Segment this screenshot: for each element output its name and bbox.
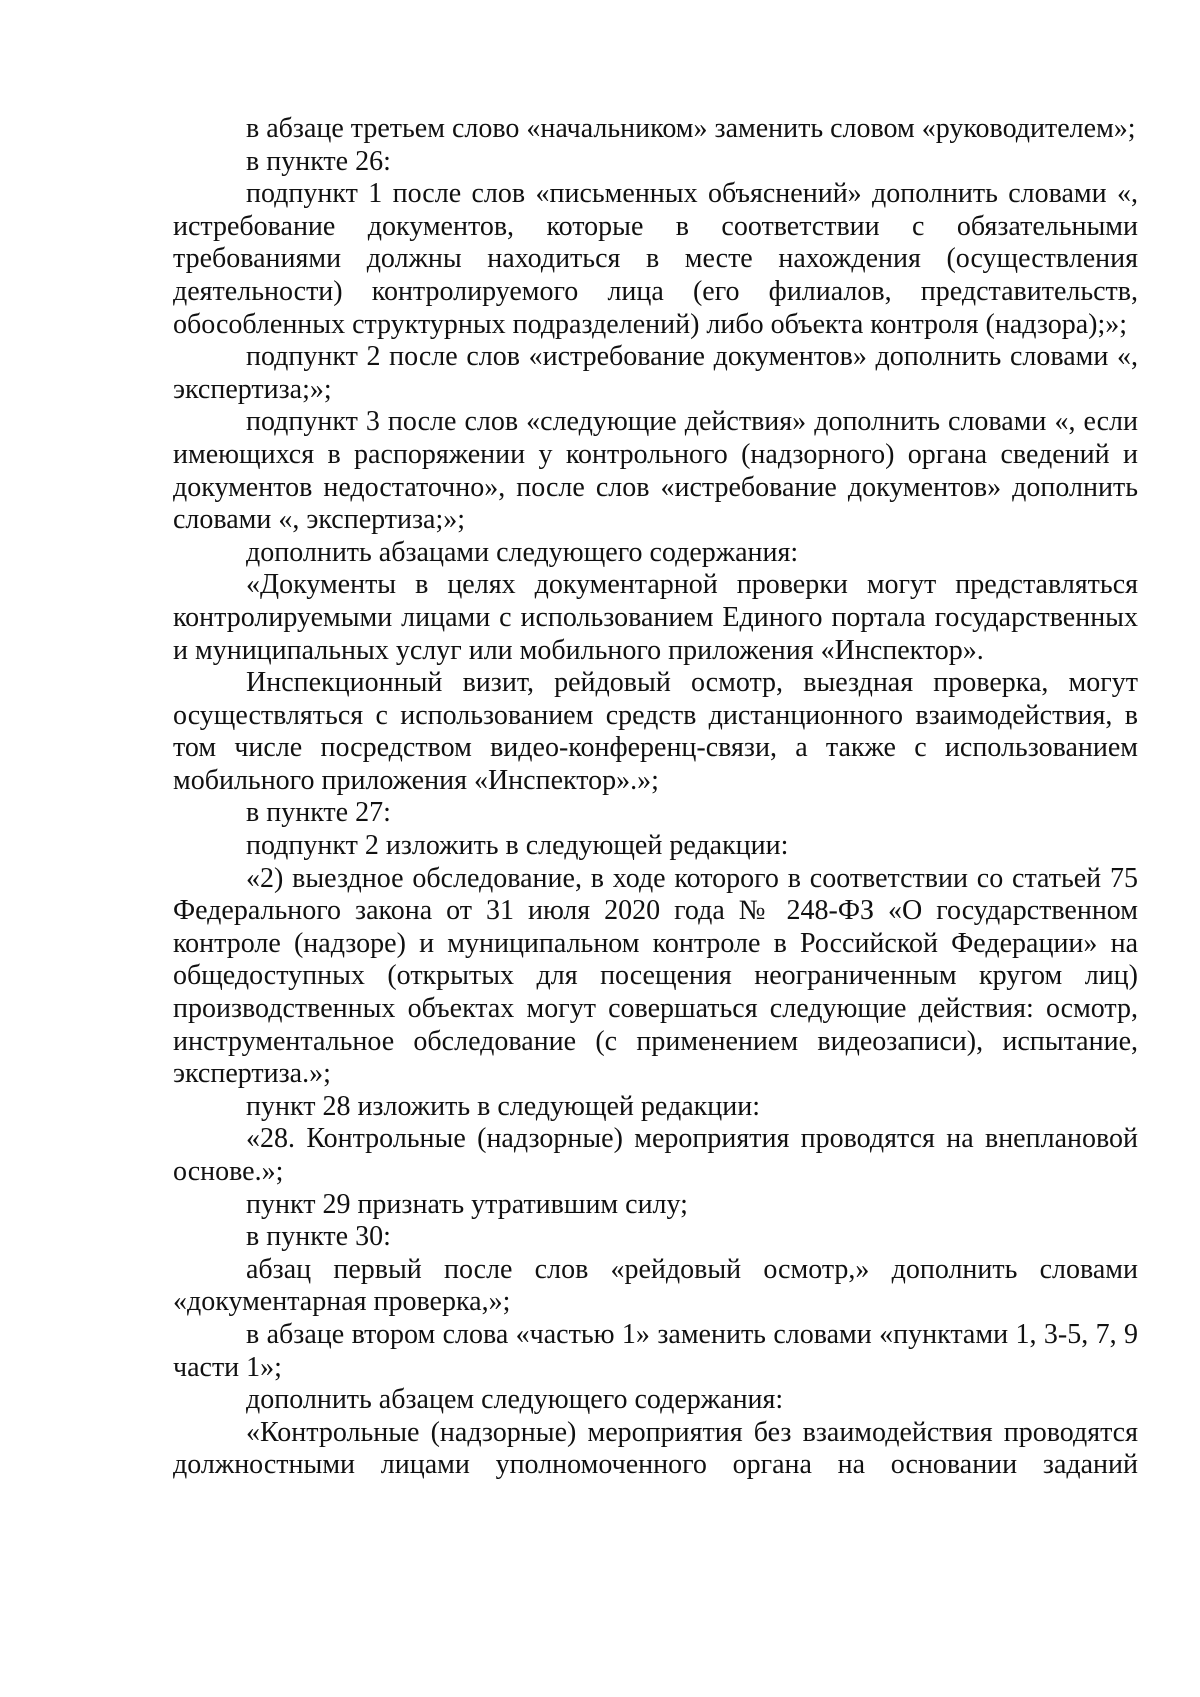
- paragraph-9: в пункте 27:: [246, 797, 391, 829]
- paragraph-17: в абзаце втором слова «частью 1» заменить словами «пунктами 1, 3-5, 7, 9 части 1»;: [173, 1318, 1138, 1383]
- paragraph-14: пункт 29 признать утратившим силу;: [246, 1188, 688, 1220]
- paragraph-15: в пункте 30:: [246, 1221, 391, 1253]
- paragraph-11: «2) выездное обследование, в ходе которого в соответствии со статьей 75 Федерального закона от 31 июля 2020 года № 248-ФЗ «О государственном контроле (надзоре) и муниципальном контроле в Российской Федерации» на общедоступных (открытых для посещения неограниченным кругом лиц) производственных объектах могут совершаться следующие действия: осмотр, инструментальное обследование (с применением видеозаписи), испытание, экспертиза.»;: [173, 862, 1138, 1090]
- paragraph-10: подпункт 2 изложить в следующей редакции:: [246, 830, 789, 862]
- paragraph-4: подпункт 2 после слов «истребование документов» дополнить словами «, экспертиза;»;: [173, 341, 1138, 405]
- paragraph-19: «Контрольные (надзорные) мероприятия без взаимодействия проводятся должностными лицами уполномоченного органа на основании заданий: [173, 1416, 1138, 1481]
- document-body: [173, 113, 1138, 1482]
- paragraph-12: пункт 28 изложить в следующей редакции:: [246, 1090, 760, 1122]
- paragraph-2: в пункте 26:: [246, 145, 391, 177]
- paragraph-16: абзац первый после слов «рейдовый осмотр,» дополнить словами «документарная проверка,»;: [173, 1253, 1138, 1318]
- paragraph-18: дополнить абзацем следующего содержания:: [246, 1384, 784, 1416]
- paragraph-6: дополнить абзацами следующего содержания:: [246, 536, 799, 568]
- paragraph-13: «28. Контрольные (надзорные) мероприятия проводятся на внеплановой основе.»;: [173, 1123, 1138, 1187]
- paragraph-3: подпункт 1 после слов «письменных объяснений» дополнить словами «, истребование документов, которые в соответствии с обязательными требованиями должны находиться в месте нахождения (осуществления деятельности) контролируемого лица (его филиалов, представительств, обособленных структурных подразделений) либо объекта контроля (надзора);»;: [173, 178, 1138, 340]
- paragraph-5: подпункт 3 после слов «следующие действия» дополнить словами «, если имеющихся в распоряжении у контрольного (надзорного) органа сведений и документов недостаточно», после слов «истребование документов» дополнить словами «, экспертиза;»;: [173, 406, 1138, 536]
- paragraph-1: в абзаце третьем слово «начальником» заменить словом «руководителем»;: [246, 113, 1136, 144]
- paragraph-8: Инспекционный визит, рейдовый осмотр, выездная проверка, могут осуществляться с использованием средств дистанционного взаимодействия, в том числе посредством видео-конференц-связи, а также с использованием мобильного приложения «Инспектор».»;: [173, 667, 1138, 796]
- paragraph-7: «Документы в целях документарной проверки могут представляться контролируемыми лицами с использованием Единого портала государственных и муниципальных услуг или мобильного приложения «Инспектор».: [173, 569, 1138, 666]
